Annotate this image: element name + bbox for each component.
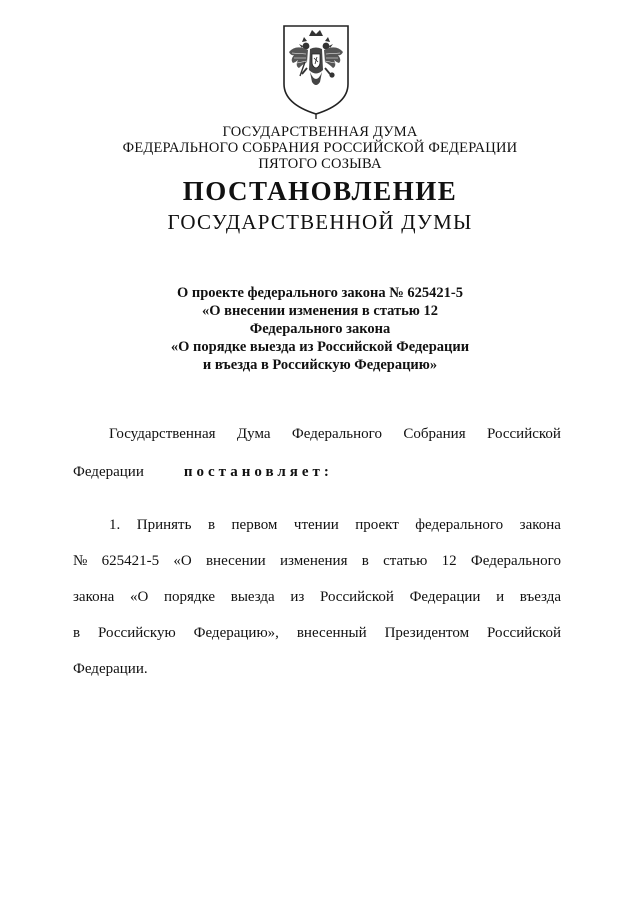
item-line-4 [73, 623, 561, 643]
document-subject [0, 284, 640, 374]
document-type-title: ПОСТАНОВЛЕНИЕ [182, 176, 458, 206]
org-name-line-1: ГОСУДАРСТВЕННАЯ ДУМА [222, 124, 418, 140]
word: Дума [236, 426, 271, 442]
item-line-3 [73, 587, 561, 607]
word: Федерального [291, 426, 382, 442]
word: Собрания [403, 426, 466, 442]
word: в [73, 625, 81, 641]
word: в [207, 517, 216, 533]
subject-line: Федерального закона [249, 321, 391, 337]
word: Принять [136, 517, 192, 533]
word: 1. [109, 517, 121, 533]
subject-line: «О внесении изменения в статью 12 [201, 303, 438, 319]
word: выезда [230, 589, 275, 605]
item-line-2 [73, 551, 561, 571]
word: Федерального [470, 553, 561, 569]
word: внесенный [296, 625, 367, 641]
word: чтении [293, 517, 339, 533]
resolution-item-1 [73, 515, 561, 679]
word: и [496, 589, 505, 605]
convocation-line: ПЯТОГО СОЗЫВА [258, 156, 382, 172]
word: изменения [279, 553, 348, 569]
word: «О [129, 589, 149, 605]
word: Федерацию», [193, 625, 279, 641]
word: из [290, 589, 305, 605]
word: внесении [205, 553, 266, 569]
word: федерального [415, 517, 504, 533]
word: № [73, 553, 88, 569]
word: Российской [487, 625, 561, 641]
word: 12 [441, 553, 457, 569]
word: Федерации [409, 589, 481, 605]
word: Государственная [109, 426, 216, 442]
word: первом [231, 517, 278, 533]
word: закона [519, 517, 561, 533]
item-line-5: Федерации. [73, 661, 148, 677]
item-line-1 [73, 515, 561, 535]
word: в [361, 553, 369, 569]
document-type-subtitle: ГОСУДАРСТВЕННОЙ ДУМЫ [167, 210, 473, 234]
word: статью [383, 553, 428, 569]
word: проект [355, 517, 399, 533]
resolves-keyword: постановляет: [183, 464, 333, 480]
org-name-line-2: ФЕДЕРАЛЬНОГО СОБРАНИЯ РОССИЙСКОЙ ФЕДЕРАЦИИ [122, 140, 518, 156]
subject-line: «О порядке выезда из Российской Федерации [170, 339, 470, 355]
word: «О [173, 553, 192, 569]
word: Федерации [73, 464, 144, 480]
subject-line: и въезда в Российскую Федерацию» [202, 357, 438, 373]
coat-of-arms-icon [276, 22, 356, 120]
word: Российской [319, 589, 394, 605]
word: Российскую [98, 625, 176, 641]
subject-line: О проекте федерального закона № 625421-5 [176, 285, 464, 301]
preamble-paragraph [73, 424, 561, 482]
word: Президентом [384, 625, 470, 641]
word: порядке [163, 589, 216, 605]
preamble-line-1 [73, 424, 561, 444]
word: Российской [487, 426, 561, 442]
word: 625421-5 [101, 553, 160, 569]
word: въезда [519, 589, 561, 605]
word: закона [73, 589, 115, 605]
preamble-line-2 [73, 462, 561, 482]
